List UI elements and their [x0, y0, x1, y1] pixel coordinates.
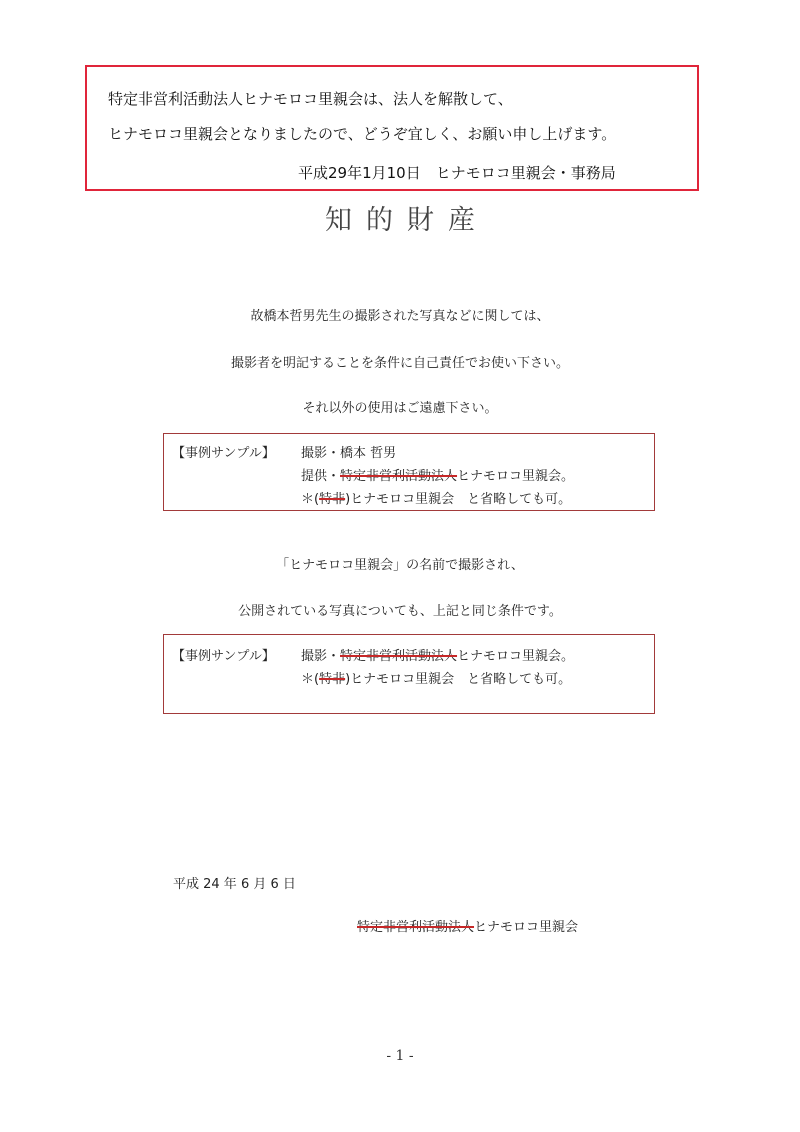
document-date: 平成 24 年 6 月 6 日 — [173, 877, 296, 892]
sample-text: ＊( — [301, 492, 320, 507]
struck-text: 特非 — [319, 492, 346, 507]
sample-text: ヒナモロコ里親会。 — [457, 649, 575, 664]
body-paragraph-4: 「ヒナモロコ里親会」の名前で撮影され、 — [276, 558, 524, 573]
sample-label: 【事例サンプル】 — [172, 649, 275, 664]
body-paragraph-2: 撮影者を明記することを条件に自己責任でお使い下さい。 — [230, 356, 569, 371]
body-paragraph-5: 公開されている写真についても、上記と同じ条件です。 — [238, 604, 562, 619]
signature-name: ヒナモロコ里親会 — [474, 920, 579, 935]
sample-text: ＊( — [301, 672, 320, 687]
body-paragraph-1: 故橋本哲男先生の撮影された写真などに関しては、 — [250, 309, 550, 324]
notice-line-1: 特定非営利活動法人ヒナモロコ里親会は、法人を解散して、 — [108, 90, 513, 108]
sample-line — [301, 668, 571, 687]
notice-box — [85, 65, 699, 191]
sample-text: ヒナモロコ里親会。 — [457, 469, 575, 484]
sample-box-2 — [163, 634, 655, 714]
struck-text: 特定非営利活動法人 — [340, 649, 458, 664]
sample-box-1 — [163, 433, 655, 511]
body-paragraph-3: それ以外の使用はご遠慮下さい。 — [302, 401, 498, 416]
sample-text: 撮影・ — [301, 649, 341, 664]
struck-text: 特定非営利活動法人 — [357, 920, 475, 935]
signature — [357, 916, 578, 935]
struck-text: 特非 — [319, 672, 346, 687]
sample-line: 撮影・橋本 哲男 — [301, 446, 397, 461]
sample-line — [301, 465, 574, 484]
notice-line-3: 平成29年1月10日 ヒナモロコ里親会・事務局 — [298, 164, 616, 182]
sample-label: 【事例サンプル】 — [172, 446, 275, 461]
notice-line-2: ヒナモロコ里親会となりましたので、どうぞ宜しく、お願い申し上げます。 — [108, 125, 617, 143]
sample-line — [301, 488, 571, 507]
struck-text: 特定非営利活動法人 — [340, 469, 458, 484]
sample-text: )ヒナモロコ里親会 と省略しても可。 — [345, 672, 572, 687]
sample-text: 提供・ — [301, 469, 341, 484]
sample-text: )ヒナモロコ里親会 と省略しても可。 — [345, 492, 572, 507]
document-title: 知的財産 — [325, 205, 489, 236]
page-number: - 1 - — [386, 1048, 414, 1064]
sample-line — [301, 645, 574, 664]
